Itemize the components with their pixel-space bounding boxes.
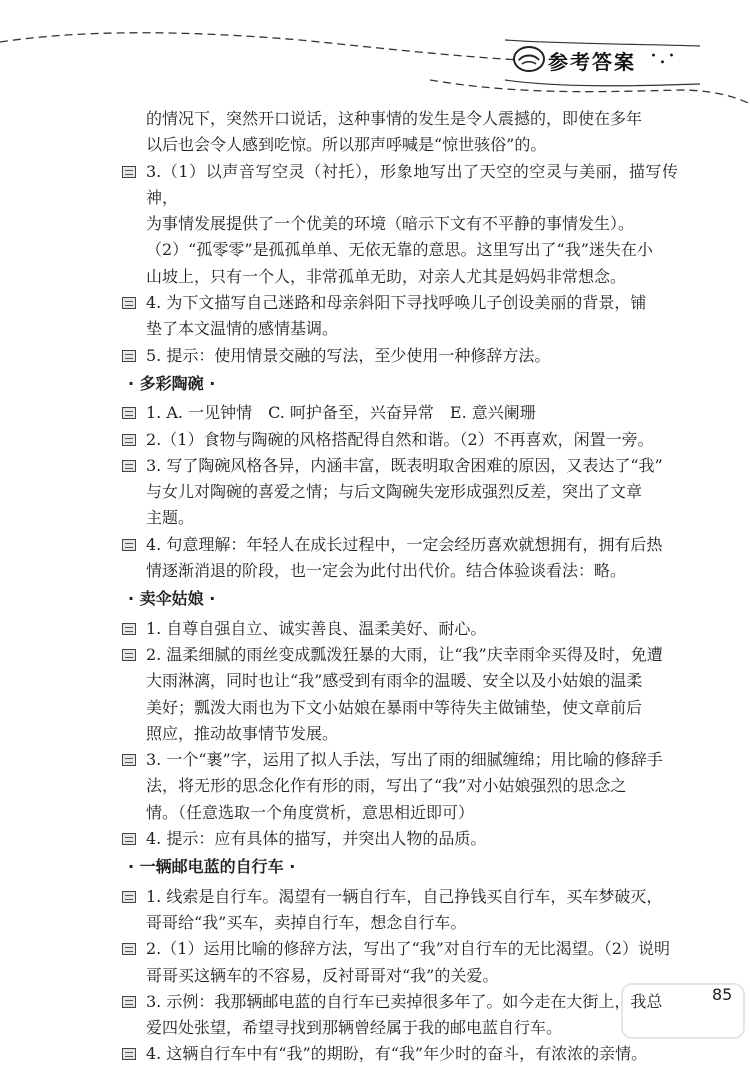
text-line: 哥哥买这辆车的不容易，反衬哥哥对“我”的关爱。 [146,965,499,985]
text-line: 4. 这辆自行车中有“我”的期盼，有“我”年少时的奋斗，有浓浓的亲情。 [146,1044,648,1064]
list-marker-icon [122,434,136,446]
header-dots: ·.· [650,44,677,69]
answer-content [118,106,678,1068]
list-marker-icon [122,754,136,766]
answer-item [118,400,678,426]
list-marker-icon [122,649,136,661]
continued-text [118,106,678,159]
text-line: 2.（1）食物与陶碗的风格搭配得自然和谐。（2）不再喜欢，闲置一旁。 [146,429,654,449]
text-line: 山坡上，只有一个人，非常孤单无助，对亲人尤其是妈妈非常想念。 [146,266,627,286]
text-line: 4. 句意理解：年轻人在成长过程中，一定会经历喜欢就想拥有，拥有后热 [146,534,663,554]
answer-item [118,532,678,585]
answer-item [118,1041,678,1067]
text-line: 法，将无形的思念化作有形的雨，写出了“我”对小姑娘强烈的思念之 [146,776,627,796]
list-marker-icon [122,350,136,362]
list-marker-icon [122,1048,136,1060]
text-line: 爱四处张望，希望寻找到那辆曾经属于我的邮电蓝自行车。 [146,1018,563,1038]
text-line: 与女儿对陶碗的喜爱之情；与后文陶碗失宠形成强烈反差，突出了文章 [146,482,643,502]
list-marker-icon [122,407,136,419]
text-line: 哥哥给“我”买车，卖掉自行车，想念自行车。 [146,912,467,932]
list-marker-icon [122,460,136,472]
list-marker-icon [122,943,136,955]
text-line: 为事情发展提供了一个优美的环境（暗示下文有不平静的事情发生）。 [146,214,635,234]
section-heading: · 多彩陶碗 · [128,373,216,393]
text-line: 主题。 [146,508,195,528]
text-line: 情逐渐消退的阶段，也一定会为此付出代价。结合体验谈看法：略。 [146,561,627,581]
text-line: 1. A. 一见钟情 C. 呵护备至，兴奋异常 E. 意兴阑珊 [146,403,536,423]
book-icon [512,44,546,74]
header-title: 参考答案 [548,50,636,74]
text-line: 5. 提示：使用情景交融的写法，至少使用一种修辞方法。 [146,345,551,365]
answer-item [118,747,678,826]
text-line: 大雨淋漓，同时也让“我”感受到有雨伞的温暖、安全以及小姑娘的温柔 [146,671,643,691]
text-line: 2.（1）运用比喻的修辞方法，写出了“我”对自行车的无比渴望。（2）说明 [146,939,670,959]
text-line: 3. 写了陶碗风格各异，内涵丰富，既表明取舍困难的原因，又表达了“我” [146,455,663,475]
text-line: （2）“孤零零”是孤孤单单、无依无靠的意思。这里写出了“我”迷失在小 [146,240,653,260]
answer-item [118,343,678,369]
text-line: 4. 提示：应有具体的描写，并突出人物的品质。 [146,829,487,849]
answer-item [118,989,678,1042]
watermark-logo [620,978,746,1042]
text-line: 照应，推动故事情节发展。 [146,723,339,743]
answer-item [118,427,678,453]
text-line: 4. 为下文描写自己迷路和母亲斜阳下寻找呼唤儿子创设美丽的背景，铺 [146,293,647,313]
answer-item [118,453,678,532]
text-line: 3. 一个“裹”字，运用了拟人手法，写出了雨的细腻缠绵；用比喻的修辞手 [146,750,663,770]
answer-item [118,884,678,937]
list-marker-icon [122,833,136,845]
answer-item [118,642,678,747]
answer-item [118,826,678,852]
text-line: 以后也会令人感到吃惊。所以那声呼喊是“惊世骇俗”的。 [146,135,547,155]
list-marker-icon [122,166,136,178]
list-marker-icon [122,996,136,1008]
section-heading: · 卖伞姑娘 · [128,589,216,609]
text-line: 美好；瓢泼大雨也为下文小姑娘在暴雨中等待失主做铺垫，使文章前后 [146,697,643,717]
text-line: 3. 示例：我那辆邮电蓝的自行车已卖掉很多年了。如今走在大街上，我总 [146,991,663,1011]
text-line: 2. 温柔细腻的雨丝变成瓢泼狂暴的大雨，让“我”庆幸雨伞买得及时，免遭 [146,644,663,664]
answer-item [118,159,678,290]
text-line: 1. 线索是自行车。渴望有一辆自行车，自己挣钱买自行车，买车梦破灭， [146,886,663,906]
list-marker-icon [122,623,136,635]
list-marker-icon [122,539,136,551]
text-line: 1. 自尊自强自立、诚实善良、温柔美好、耐心。 [146,618,487,638]
section-heading: · 一辆邮电蓝的自行车 · [128,857,296,877]
answer-item [118,616,678,642]
text-line: 情。（任意选取一个角度赏析，意思相近即可） [146,802,475,822]
answer-item [118,936,678,989]
text-line: 的情况下，突然开口说话，这种事情的发生是令人震撼的，即使在多年 [146,109,643,128]
text-line: 3.（1）以声音写空灵（衬托），形象地写出了天空的空灵与美丽，描写传神， [146,161,678,207]
text-line: 垫了本文温情的感情基调。 [146,319,339,339]
list-marker-icon [122,891,136,903]
page-number: 85 [712,985,733,1004]
answer-item [118,290,678,343]
list-marker-icon [122,297,136,309]
